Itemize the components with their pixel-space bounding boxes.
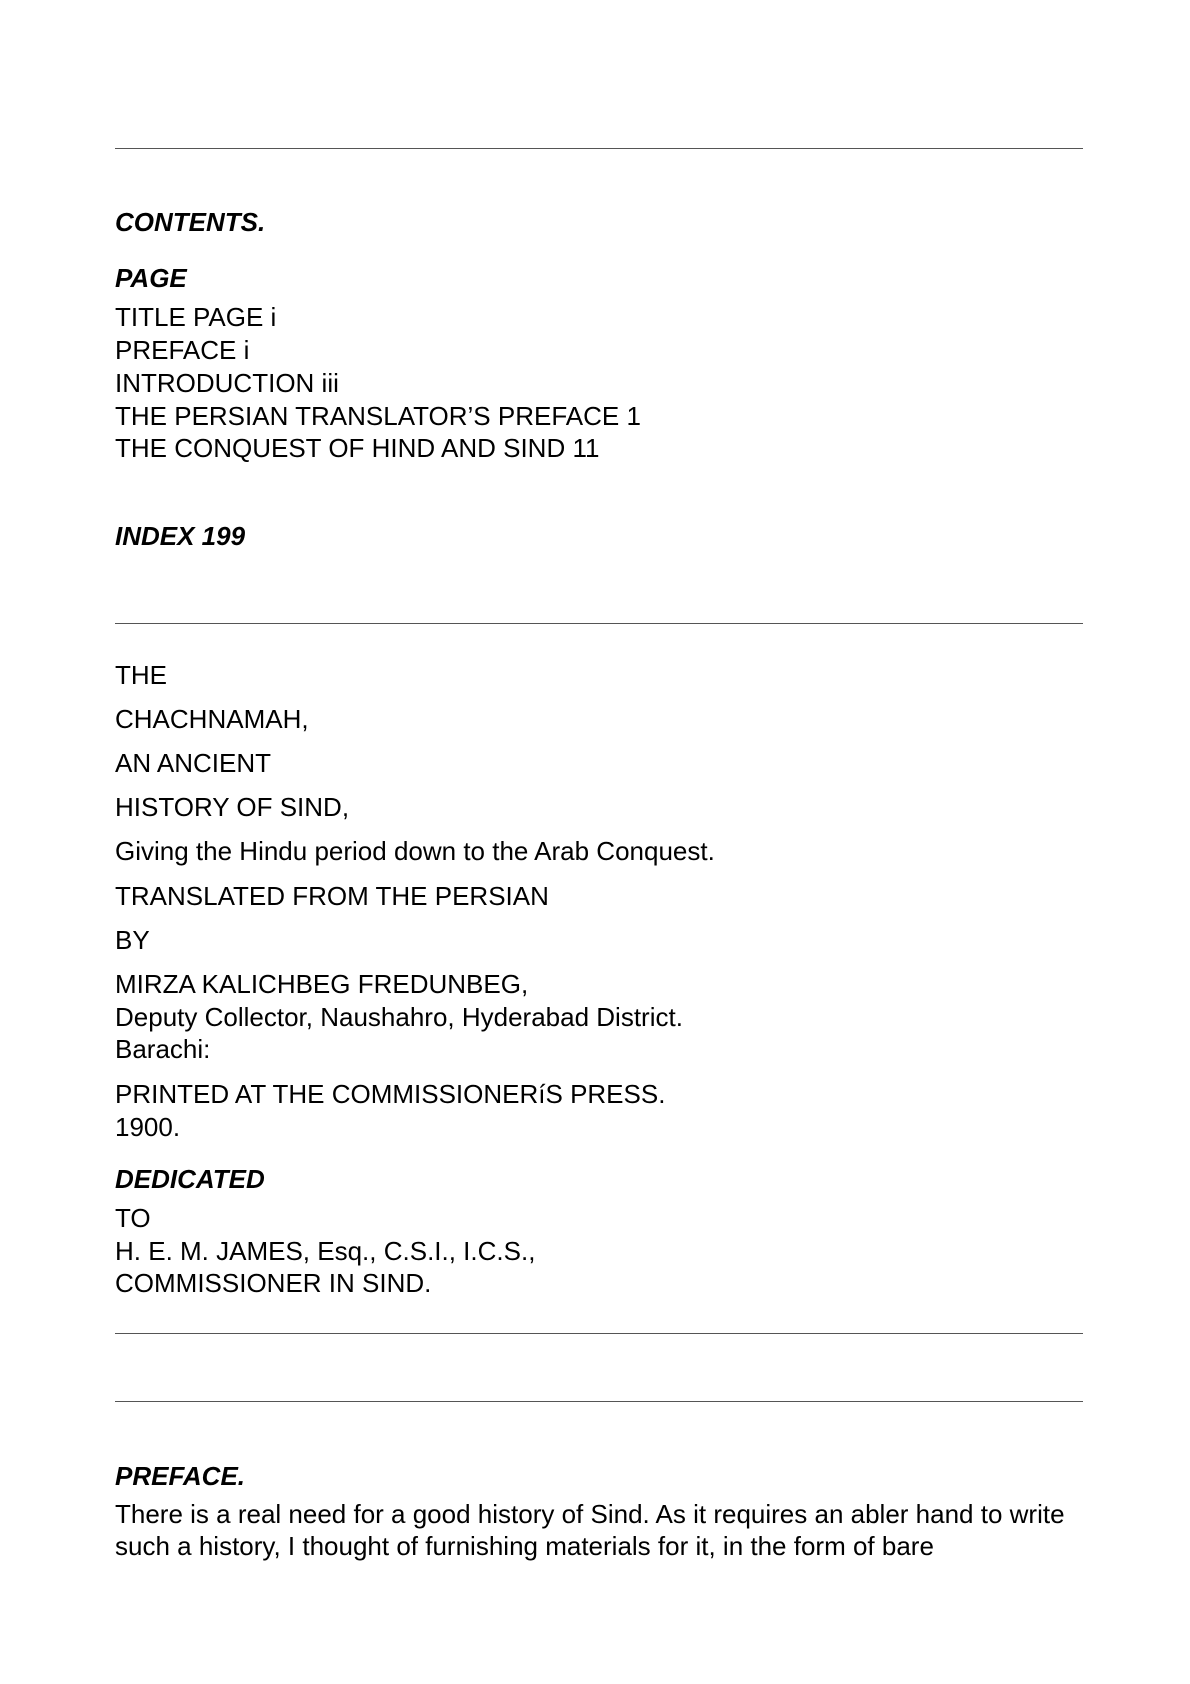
contents-entry: THE CONQUEST OF HIND AND SIND 11 [115, 433, 600, 463]
dedication-to: TO [115, 1203, 151, 1233]
contents-entry: PREFACE i [115, 335, 250, 365]
publication-place: Barachi: [115, 1034, 211, 1064]
author-name: MIRZA KALICHBEG FREDUNBEG, [115, 969, 529, 999]
author-title: Deputy Collector, Naushahro, Hyderabad District. [115, 1002, 683, 1032]
printer-line: PRINTED AT THE COMMISSIONERíS PRESS. [115, 1079, 666, 1109]
dedication-heading: DEDICATED [115, 1164, 265, 1194]
horizontal-rule [115, 1333, 1083, 1334]
horizontal-rule [115, 1401, 1083, 1402]
preface-heading: PREFACE. [115, 1461, 246, 1491]
page-column-label: PAGE [115, 263, 187, 293]
contents-entry: TITLE PAGE i [115, 302, 277, 332]
dedicatee-name: H. E. M. JAMES, Esq., C.S.I., I.C.S., [115, 1236, 536, 1266]
dedicatee-office: COMMISSIONER IN SIND. [115, 1268, 432, 1298]
title-line: THE [115, 660, 167, 690]
by-line: BY [115, 925, 150, 955]
contents-entry: INTRODUCTION iii [115, 368, 339, 398]
title-line: HISTORY OF SIND, [115, 792, 350, 822]
contents-entry: THE PERSIAN TRANSLATOR’S PREFACE 1 [115, 401, 641, 431]
contents-heading: CONTENTS. [115, 207, 266, 237]
horizontal-rule [115, 623, 1083, 624]
title-line: AN ANCIENT [115, 748, 272, 778]
horizontal-rule [115, 148, 1083, 149]
translated-line: TRANSLATED FROM THE PERSIAN [115, 881, 549, 911]
index-entry: INDEX 199 [115, 521, 246, 551]
title-line: CHACHNAMAH, [115, 704, 309, 734]
subtitle: Giving the Hindu period down to the Arab Conquest. [115, 836, 715, 866]
preface-text: There is a real need for a good history of Sind. As it requires an abler hand to write such a history, I thought of furnishing materials for it, in the form of bare [115, 1499, 1065, 1561]
publication-year: 1900. [115, 1112, 181, 1142]
